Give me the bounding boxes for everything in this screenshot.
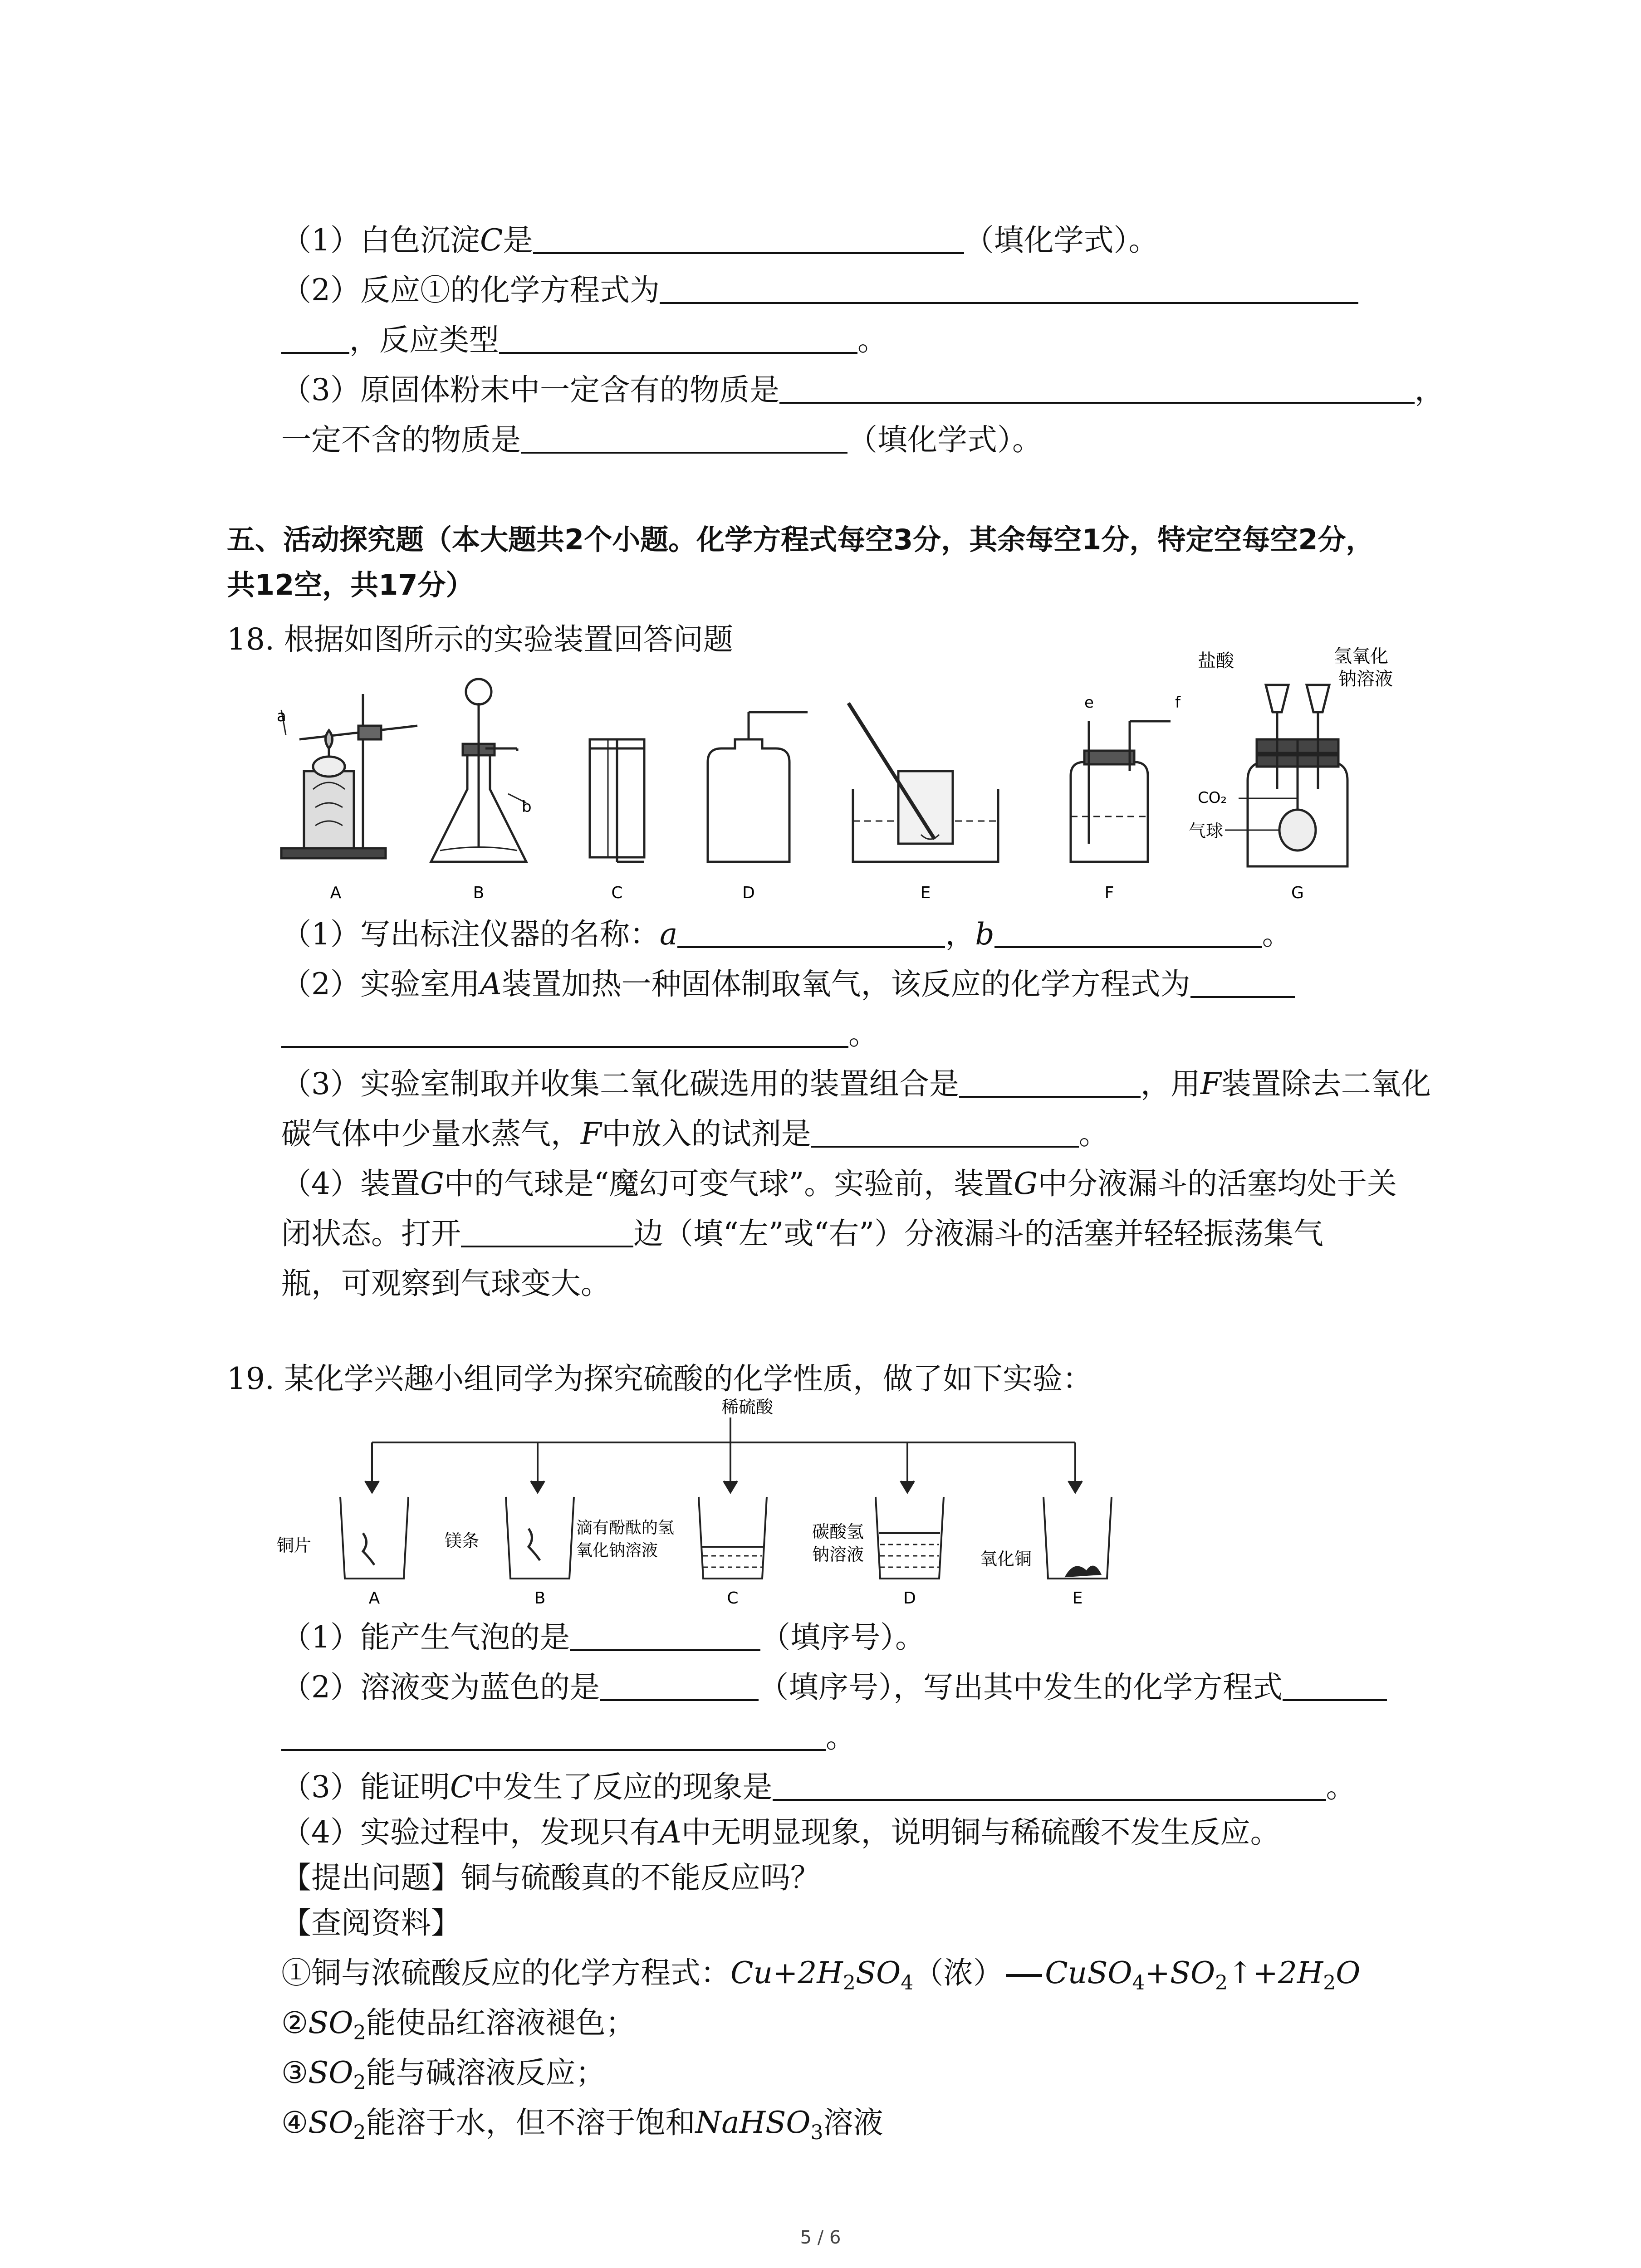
label-c-line2: 氧化钠溶液	[576, 1541, 658, 1560]
q19-reference-2: $②SO_2$能使品红溶液褪色；	[281, 2005, 636, 2044]
beaker-d	[876, 1497, 944, 1579]
answer-blank[interactable]	[677, 919, 945, 948]
fig19-label-A: A	[368, 1589, 380, 1608]
q19-experiment-figure	[272, 1397, 1361, 1615]
answer-blank[interactable]	[600, 1672, 759, 1701]
q19-part2: （2）溶液变为蓝色的是 （填序号），写出其中发生的化学方程式	[281, 1669, 1387, 1706]
q18-part2: （2）实验室用A装置加热一种固体制取氧气，该反应的化学方程式为	[281, 966, 1295, 1002]
answer-blank[interactable]	[660, 275, 1358, 304]
label-f: f	[1175, 694, 1181, 712]
fig-label-E: E	[920, 884, 931, 902]
label-b-mark: b	[522, 798, 532, 816]
q19-part4: （4）实验过程中，发现只有A中无明显现象，说明铜与稀硫酸不发生反应。	[281, 1815, 1280, 1850]
section5-title: 五、活动探究题（本大题共2个小题。化学方程式每空3分，其余每空1分，特定空每空2分，	[227, 523, 1374, 556]
apparatus-f	[1071, 721, 1171, 862]
q17-part2-cont: ，反应类型 。	[281, 322, 887, 358]
answer-blank[interactable]	[779, 375, 1415, 404]
q19-reference-1: ①铜与浓硫酸反应的化学方程式：$Cu+2H_2SO_4$（浓） $CuSO_4+SO_2↑+2H_2O$	[281, 1955, 1361, 1994]
q18-part3: （3）实验室制取并收集二氧化碳选用的装置组合是 ，用F装置除去二氧化	[281, 1066, 1431, 1101]
answer-blank[interactable]	[994, 919, 1262, 948]
q17-part3-cont: 一定不含的物质是 （填化学式）。	[281, 422, 1042, 457]
q17-part2: （2）反应①的化学方程式为	[281, 272, 1358, 308]
apparatus-a	[281, 694, 417, 858]
q18-part3-cont: 碳气体中少量水蒸气，F中放入的试剂是 。	[281, 1116, 1109, 1151]
q19-question-title: 【提出问题】铜与硫酸真的不能反应吗？	[281, 1860, 820, 1895]
apparatus-c	[590, 739, 644, 862]
q17-part3: （3）原固体粉末中一定含有的物质是 ，	[281, 372, 1445, 407]
label-a: a	[277, 707, 286, 725]
q18-part4-cont2: 瓶，可观察到气球变大。	[281, 1266, 611, 1301]
label-acid: 稀硫酸	[721, 1397, 774, 1417]
page-number: 5 / 6	[800, 2227, 841, 2248]
label-mg: 镁条	[445, 1531, 480, 1551]
fig19-label-E: E	[1072, 1589, 1083, 1608]
answer-blank[interactable]	[499, 325, 857, 354]
q18-part4-cont: 闭状态。打开 边（填“左”或“右”）分液漏斗的活塞并轻轻振荡集气	[281, 1216, 1323, 1251]
q18-part1: （1）写出标注仪器的名称：a ，b 。	[281, 917, 1292, 952]
q17-part1: （1）白色沉淀C是 （填化学式）。	[281, 223, 1159, 258]
fig-label-B: B	[473, 884, 485, 902]
fig-label-A: A	[330, 884, 342, 902]
equals-sign	[1006, 1974, 1042, 1977]
fig-label-F: F	[1104, 884, 1114, 902]
q19-part3: （3）能证明C中发生了反应的现象是 。	[281, 1769, 1356, 1804]
label-d-line2: 钠溶液	[812, 1545, 864, 1564]
answer-blank[interactable]	[281, 325, 349, 354]
answer-blank[interactable]	[281, 1722, 826, 1751]
apparatus-g	[1225, 685, 1347, 866]
label-hcl: 盐酸	[1198, 650, 1234, 671]
label-balloon: 气球	[1189, 821, 1224, 841]
q18-part2-cont: 。	[281, 1016, 878, 1052]
answer-blank[interactable]	[461, 1218, 633, 1247]
label-d-line1: 碳酸氢	[812, 1522, 864, 1542]
label-co2: CO₂	[1198, 789, 1227, 807]
label-naoh-1: 氢氧化	[1334, 646, 1388, 667]
fig19-label-B: B	[534, 1589, 546, 1608]
answer-blank[interactable]	[570, 1622, 760, 1651]
q19-part1: （1）能产生气泡的是 （填序号）。	[281, 1620, 925, 1655]
fig19-label-C: C	[727, 1589, 739, 1608]
answer-blank[interactable]	[811, 1119, 1079, 1148]
q19-part2-cont: 。	[281, 1719, 856, 1755]
q19-reference-title: 【查阅资料】	[281, 1906, 461, 1941]
q19-reference-4: $④SO_2$能溶于水，但不溶于饱和NaHSO$_3$溶液	[281, 2105, 883, 2144]
fig19-label-D: D	[903, 1589, 916, 1608]
answer-blank[interactable]	[959, 1069, 1141, 1098]
label-cuo: 氧化铜	[980, 1549, 1032, 1569]
fig-label-C: C	[611, 884, 623, 902]
q18-apparatus-figure	[272, 646, 1497, 907]
label-naoh-2: 钠溶液	[1338, 669, 1393, 689]
section5-title-cont: 共12空，共17分）	[227, 568, 474, 601]
apparatus-e	[848, 703, 998, 862]
answer-blank[interactable]	[281, 1019, 848, 1048]
apparatus-b	[431, 679, 526, 862]
fig-label-G: G	[1291, 884, 1304, 902]
answer-blank[interactable]	[533, 225, 964, 254]
q18-part4: （4）装置G中的气球是“魔幻可变气球”。实验前，装置G中分液漏斗的活塞均处于关	[281, 1166, 1397, 1201]
q19-reference-3: $③SO_2$能与碱溶液反应；	[281, 2055, 606, 2094]
q18-stem: 18. 根据如图所示的实验装置回答问题	[227, 622, 733, 657]
answer-blank[interactable]	[521, 425, 847, 454]
beaker-e	[1043, 1497, 1112, 1579]
q19-stem: 19. 某化学兴趣小组同学为探究硫酸的化学性质，做了如下实验：	[227, 1361, 1092, 1396]
label-cu: 铜片	[277, 1535, 312, 1555]
answer-blank[interactable]	[773, 1772, 1326, 1801]
label-e: e	[1084, 694, 1094, 712]
label-c-line1: 滴有酚酞的氢	[576, 1519, 675, 1537]
answer-blank[interactable]	[1190, 969, 1295, 998]
apparatus-d	[708, 712, 808, 862]
acid-arrows	[365, 1442, 1082, 1492]
beaker-a	[340, 1497, 408, 1579]
beaker-c	[699, 1497, 767, 1579]
answer-blank[interactable]	[1283, 1672, 1387, 1701]
fig-label-D: D	[742, 884, 755, 902]
beaker-b	[506, 1497, 574, 1579]
